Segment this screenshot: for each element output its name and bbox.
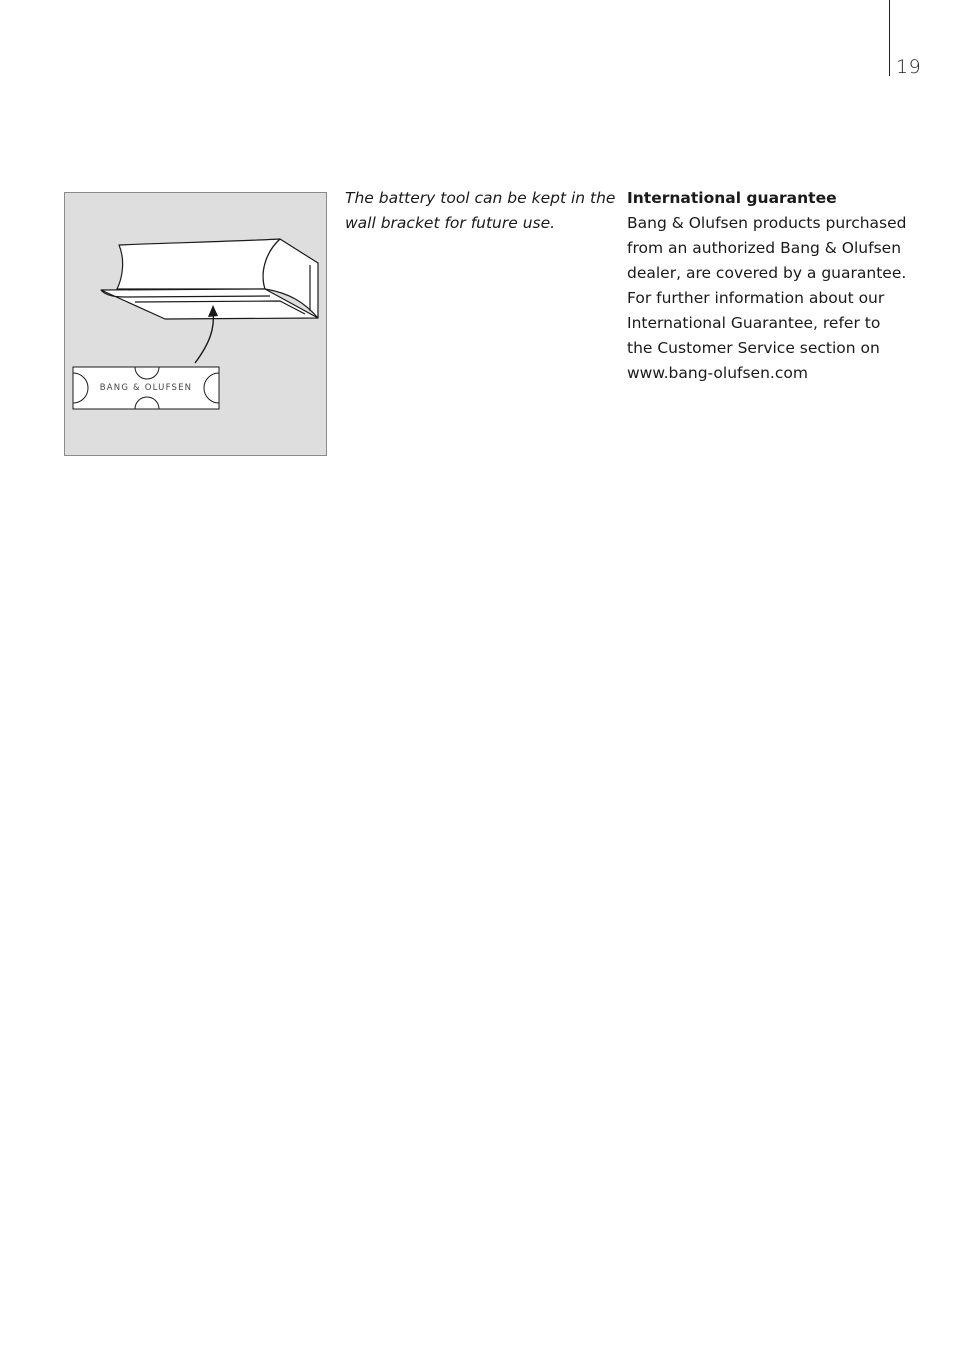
page-margin-rule: [889, 0, 890, 76]
tool-brand-text: BANG & OLUFSEN: [99, 383, 193, 393]
page-number: 19: [896, 56, 922, 78]
body-line: from an authorized Bang & Olufsen: [627, 239, 902, 257]
caption-line: wall bracket for future use.: [345, 214, 556, 232]
figure-caption: [345, 186, 616, 236]
body-line: For further information about our: [627, 289, 885, 307]
website-link[interactable]: www.bang-olufsen.com: [627, 364, 808, 382]
bracket-illustration: [64, 192, 327, 456]
international-guarantee-section: [627, 186, 917, 386]
body-line: Bang & Olufsen products purchased: [627, 214, 907, 232]
wall-bracket-shape: [101, 239, 318, 319]
body-line: International Guarantee, refer to: [627, 314, 881, 332]
body-line: dealer, are covered by a guarantee.: [627, 264, 907, 282]
body-line: the Customer Service section on: [627, 339, 880, 357]
section-heading: International guarantee: [627, 189, 837, 207]
caption-line: The battery tool can be kept in the: [345, 189, 616, 207]
bracket-drawing: [65, 193, 326, 455]
